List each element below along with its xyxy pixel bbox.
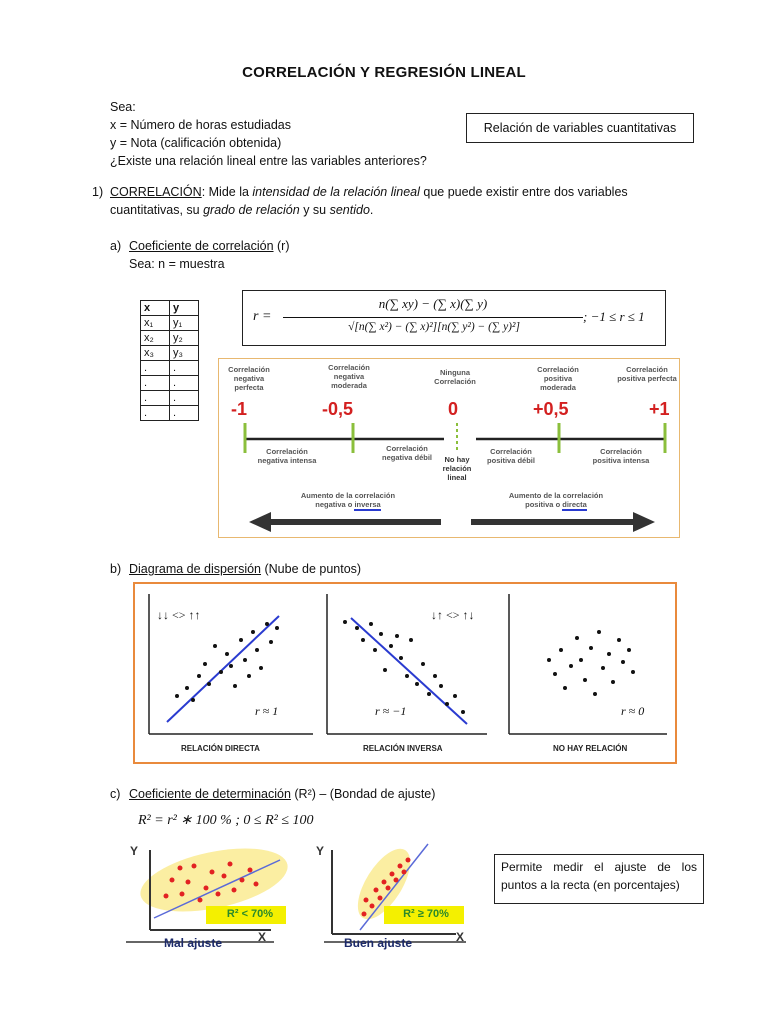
point — [228, 862, 233, 867]
formula-lhs: r = — [253, 309, 272, 324]
text: (Nube de puntos) — [261, 562, 362, 576]
table-row — [141, 361, 199, 376]
point — [248, 868, 253, 873]
point — [164, 894, 169, 899]
point — [191, 698, 195, 702]
right-y-axis-label: Y — [316, 844, 325, 858]
scale-value: +0,5 — [533, 399, 569, 419]
table-cell: . — [141, 376, 170, 391]
sub-a-heading-line — [129, 237, 290, 255]
table-cell: y₂ — [170, 331, 199, 346]
point — [362, 912, 367, 917]
point — [631, 670, 635, 674]
sub-a-heading: Coeficiente de correlación — [129, 239, 274, 253]
regression-line — [351, 618, 467, 724]
section1-paragraph — [110, 183, 670, 219]
scale-bottom-label: No hay relación lineal — [442, 455, 472, 482]
point — [225, 652, 229, 656]
scale-top-label: Correlación positiva moderada — [537, 365, 579, 392]
scale-bottom-label: Correlación negativa débil — [381, 444, 432, 462]
point — [390, 872, 395, 877]
formula-fraction-bar — [283, 317, 583, 318]
text: . — [369, 203, 374, 217]
point — [243, 658, 247, 662]
point — [170, 878, 175, 883]
point — [569, 664, 573, 668]
point — [186, 880, 191, 885]
panel2-caption: RELACIÓN INVERSA — [363, 744, 443, 753]
point — [204, 886, 209, 891]
scale-top-label: Ninguna Correlación — [434, 368, 476, 386]
point — [213, 644, 217, 648]
point — [617, 638, 621, 642]
arrow-left-label — [273, 491, 423, 509]
point — [210, 870, 215, 875]
intro-line: y = Nota (calificación obtenida) — [110, 136, 282, 150]
panel3-caption: NO HAY RELACIÓN — [553, 744, 628, 753]
point — [203, 662, 207, 666]
section-number: 1) — [92, 185, 104, 199]
right-caption: Buen ajuste — [344, 936, 413, 950]
table-cell: . — [141, 361, 170, 376]
left-caption: Mal ajuste — [164, 936, 223, 950]
point — [373, 648, 377, 652]
direction-arrows — [219, 509, 679, 535]
correlation-scale-figure — [218, 358, 680, 538]
point — [207, 682, 211, 686]
table-row — [141, 316, 199, 331]
point — [559, 648, 563, 652]
sub-b-heading-line — [129, 560, 361, 578]
text: grado de relación — [203, 203, 300, 217]
point — [379, 632, 383, 636]
table-row — [141, 391, 199, 406]
point — [197, 674, 201, 678]
point — [589, 646, 593, 650]
table-cell: . — [170, 361, 199, 376]
point — [409, 638, 413, 642]
table-cell: y₁ — [170, 316, 199, 331]
point — [563, 686, 567, 690]
table-cell: x₁ — [141, 316, 170, 331]
sub-a-note: Sea: n = muestra — [129, 257, 225, 271]
point — [229, 664, 233, 668]
point — [547, 658, 551, 662]
scatter-plots — [135, 584, 675, 762]
scale-value: -0,5 — [322, 399, 354, 419]
point — [175, 694, 179, 698]
left-y-axis-label: Y — [130, 844, 139, 858]
correlation-formula-box — [242, 290, 666, 346]
point — [364, 898, 369, 903]
panel1-points — [175, 622, 279, 702]
table-cell: . — [141, 391, 170, 406]
point — [233, 684, 237, 688]
point — [439, 684, 443, 688]
formula-range: ; −1 ≤ r ≤ 1 — [583, 309, 645, 324]
intro-line: ¿Existe una relación lineal entre las variables anteriores? — [110, 154, 427, 168]
arrow-left-head — [249, 512, 271, 532]
fit-description-box: Permite medir el ajuste de los puntos a la recta (en porcentajes) — [494, 854, 704, 904]
point — [398, 864, 403, 869]
point — [383, 668, 387, 672]
text: negativa o — [315, 500, 355, 509]
point — [361, 638, 365, 642]
point — [219, 670, 223, 674]
table-row — [141, 376, 199, 391]
point — [433, 674, 437, 678]
section1-heading: CORRELACIÓN — [110, 185, 202, 199]
point — [222, 874, 227, 879]
text: que puede existir entre dos variables — [419, 185, 628, 199]
table-cell: . — [170, 391, 199, 406]
point — [415, 682, 419, 686]
side-box: Relación de variables cuantitativas — [466, 113, 694, 143]
table-cell: x — [141, 301, 170, 316]
point — [453, 694, 457, 698]
point — [374, 888, 379, 893]
point — [259, 666, 263, 670]
text: sentido — [329, 203, 370, 217]
point — [445, 702, 449, 706]
point — [275, 626, 279, 630]
point — [355, 626, 359, 630]
panel3-points — [547, 630, 635, 696]
point — [575, 636, 579, 640]
formula-numerator: n(∑ xy) − (∑ x)(∑ y) — [378, 296, 488, 311]
point — [607, 652, 611, 656]
sub-b-heading: Diagrama de dispersión — [129, 562, 262, 576]
table-cell: y — [170, 301, 199, 316]
scale-top-label: Correlación negativa moderada — [328, 363, 370, 390]
panel3-r: r ≈ 0 — [621, 704, 645, 718]
point — [394, 878, 399, 883]
table-row — [141, 331, 199, 346]
text: positiva o — [525, 500, 563, 509]
point — [593, 692, 597, 696]
point — [240, 878, 245, 883]
point — [601, 666, 605, 670]
scatter-figure — [133, 582, 677, 764]
table-row — [141, 346, 199, 361]
point — [611, 680, 615, 684]
point — [579, 658, 583, 662]
point — [232, 888, 237, 893]
right-x-axis-label: X — [456, 930, 465, 944]
arrow-right-label — [481, 491, 631, 509]
right-badge: R² ≥ 70% — [403, 908, 449, 920]
sub-b-letter: b) — [110, 562, 122, 576]
point — [406, 858, 411, 863]
table-cell: . — [170, 376, 199, 391]
point — [185, 686, 189, 690]
point — [583, 678, 587, 682]
point — [369, 622, 373, 626]
sub-c-letter: c) — [110, 787, 121, 801]
panel2-r: r ≈ −1 — [375, 704, 407, 718]
panel1-symbol: ↓↓ <> ↑↑ — [157, 608, 201, 622]
point — [405, 674, 409, 678]
text: Aumento de la correlación — [300, 491, 396, 500]
point — [395, 634, 399, 638]
scale-value: -1 — [231, 399, 248, 419]
point — [255, 648, 259, 652]
table-cell: x₂ — [141, 331, 170, 346]
point — [627, 648, 631, 652]
sub-c-heading-line — [129, 785, 435, 803]
point — [265, 622, 269, 626]
point — [370, 904, 375, 909]
sub-c-heading: Coeficiente de determinación — [129, 787, 291, 801]
text: : Mide la — [201, 185, 253, 199]
point — [343, 620, 347, 624]
arrow-right-head — [633, 512, 655, 532]
text: inversa — [354, 500, 381, 509]
point — [597, 630, 601, 634]
point — [621, 660, 625, 664]
xy-table — [140, 300, 199, 421]
table-cell: y₃ — [170, 346, 199, 361]
formula-denominator: √[n(∑ x²) − (∑ x)²][n(∑ y²) − (∑ y)²] — [348, 321, 520, 333]
point — [382, 880, 387, 885]
point — [402, 870, 407, 875]
panel1-r: r ≈ 1 — [255, 704, 279, 718]
point — [386, 886, 391, 891]
scale-bottom-label: Correlación negativa intensa — [257, 447, 317, 465]
scale-top-label: Correlación negativa perfecta — [228, 365, 270, 392]
point — [461, 710, 465, 714]
text: directa — [562, 500, 587, 509]
text: intensidad de la relación lineal — [252, 185, 420, 199]
point — [178, 866, 183, 871]
point — [421, 662, 425, 666]
scale-value: +1 — [649, 399, 670, 419]
point — [553, 672, 557, 676]
point — [198, 898, 203, 903]
table-cell: x₃ — [141, 346, 170, 361]
point — [427, 692, 431, 696]
point — [378, 896, 383, 901]
point — [269, 640, 273, 644]
table-cell: . — [170, 406, 199, 421]
point — [192, 864, 197, 869]
text: y su — [299, 203, 330, 217]
table-cell: . — [141, 406, 170, 421]
left-badge: R² < 70% — [226, 908, 274, 920]
scale-top-label: Correlación positiva perfecta — [617, 365, 677, 383]
text: cuantitativas, su — [110, 203, 204, 217]
point — [251, 630, 255, 634]
text: Aumento de la correlación — [508, 491, 604, 500]
point — [239, 638, 243, 642]
point — [216, 892, 221, 897]
page-title: CORRELACIÓN Y REGRESIÓN LINEAL — [242, 64, 526, 81]
point — [254, 882, 259, 887]
point — [180, 892, 185, 897]
left-x-axis-label: X — [258, 930, 267, 944]
text: (R²) – (Bondad de ajuste) — [290, 787, 436, 801]
table-row — [141, 406, 199, 421]
scale-value: 0 — [448, 399, 459, 419]
panel2-symbol: ↓↑ <> ↑↓ — [431, 608, 475, 622]
intro-line: Sea: — [110, 100, 136, 114]
panel1-caption: RELACIÓN DIRECTA — [181, 744, 260, 753]
point — [399, 656, 403, 660]
sub-a-letter: a) — [110, 239, 122, 253]
scale-bottom-label: Correlación positiva intensa — [592, 447, 650, 465]
text: (r) — [273, 239, 290, 253]
table-row — [141, 301, 199, 316]
point — [247, 674, 251, 678]
scale-bottom-label: Correlación positiva débil — [487, 447, 535, 465]
intro-line: x = Número de horas estudiadas — [110, 118, 292, 132]
point — [389, 644, 393, 648]
intro-block — [110, 98, 427, 170]
determination-formula: R² = r² ∗ 100 % ; 0 ≤ R² ≤ 100 — [138, 813, 314, 828]
